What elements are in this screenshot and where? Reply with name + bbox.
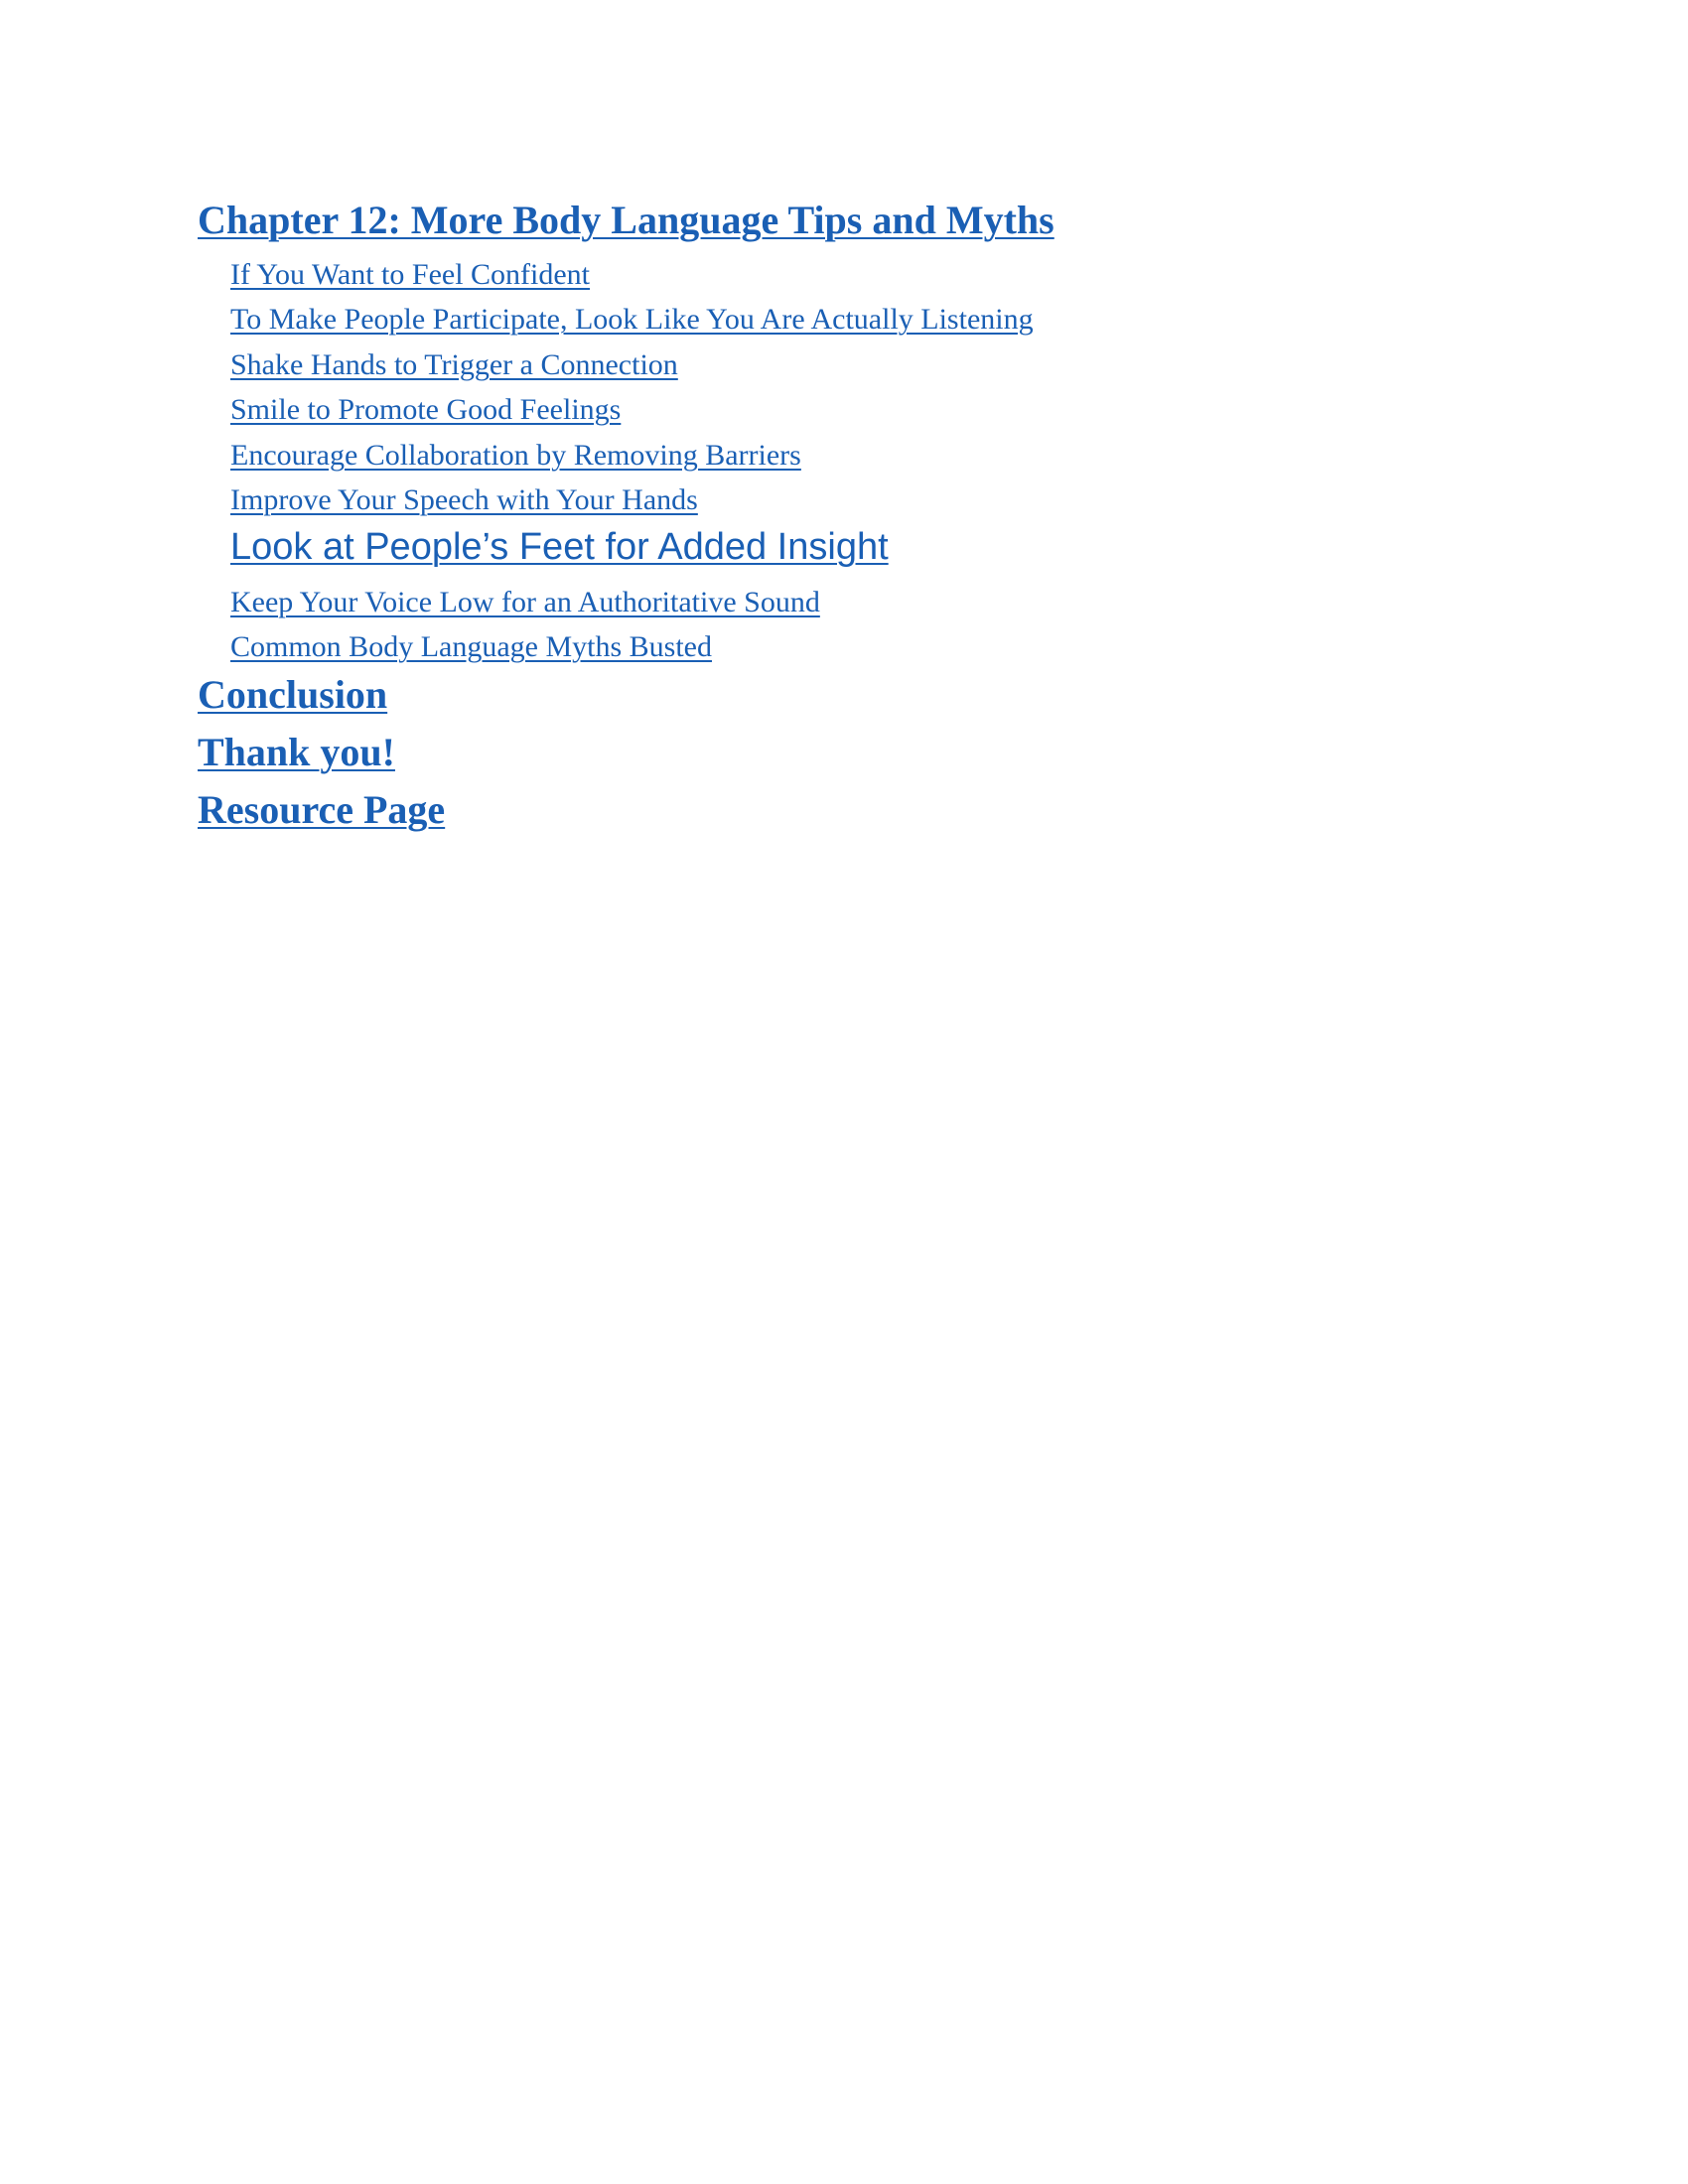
toc-item-myths-busted-link[interactable]: Common Body Language Myths Busted: [230, 630, 712, 663]
toc-item-participate-listening-link[interactable]: To Make People Participate, Look Like You Are Actually Listening: [230, 303, 1034, 336]
toc-resource-page-link[interactable]: Resource Page: [198, 787, 446, 832]
toc-item-smile-link[interactable]: Smile to Promote Good Feelings: [230, 393, 622, 426]
toc-thank-you-link[interactable]: Thank you!: [198, 730, 395, 774]
toc-item-speech-hands-link[interactable]: Improve Your Speech with Your Hands: [230, 483, 698, 516]
toc-item-peoples-feet-link[interactable]: Look at People’s Feet for Added Insight: [230, 526, 889, 568]
toc-item-feel-confident-link[interactable]: If You Want to Feel Confident: [230, 258, 591, 291]
toc-conclusion-link[interactable]: Conclusion: [198, 672, 388, 717]
toc-item-shake-hands-link[interactable]: Shake Hands to Trigger a Connection: [230, 348, 678, 381]
toc-item-voice-low-link[interactable]: Keep Your Voice Low for an Authoritative Sound: [230, 586, 820, 618]
toc-chapter-12-link[interactable]: Chapter 12: More Body Language Tips and Myths: [198, 198, 1055, 242]
toc-item-collaboration-link[interactable]: Encourage Collaboration by Removing Barriers: [230, 439, 801, 472]
